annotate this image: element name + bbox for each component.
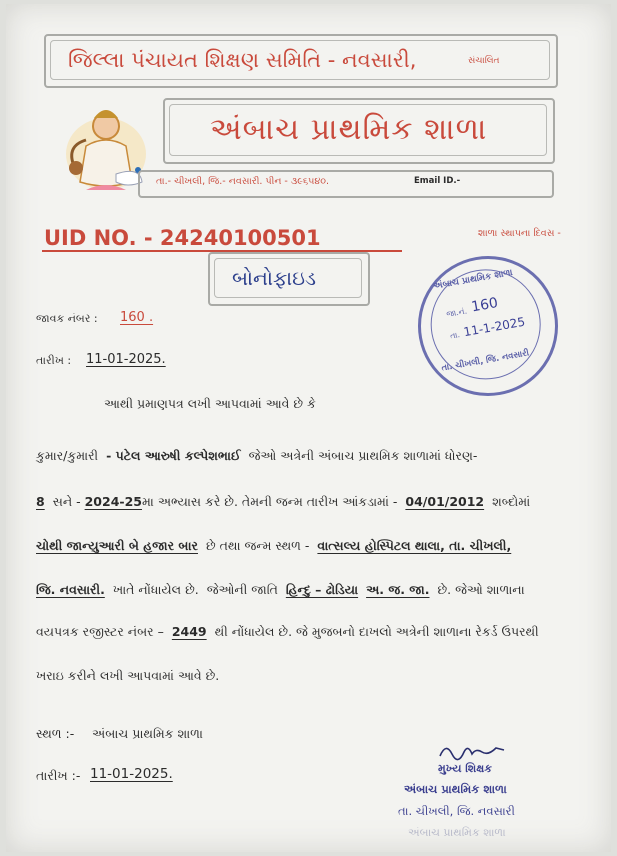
- standard-value: 8: [36, 494, 45, 509]
- outward-number-value: 160 .: [120, 310, 154, 325]
- place-label: સ્થળ :-: [36, 726, 75, 741]
- sign-school-name: અંબાચ પ્રાથમિક શાળા: [404, 782, 507, 796]
- uid-number: UID NO. - 24240100501: [44, 226, 321, 250]
- stamp-number-value: 160: [470, 295, 500, 316]
- body-line-5: [36, 624, 543, 640]
- outward-number-label: જાવક નંબર :: [36, 312, 98, 325]
- issue-date-label: તારીખ :: [36, 354, 72, 367]
- document-title: બોનોફાઇડ: [232, 266, 316, 290]
- stamp-bottom-text: તા. ચીખલી, જિ. નવસારી: [440, 348, 530, 374]
- email-label: Email ID.-: [414, 176, 461, 186]
- stamp-top-text: અંબાચ પ્રાથમિક શાળા: [432, 267, 514, 292]
- caste-value: હિન્દુ – ઢોડિયા: [285, 582, 359, 597]
- register-label: વયપત્રક રજીસ્ટર નંબર –: [36, 624, 164, 639]
- foundation-day-label: શાળા સ્થાપના દિવસ -: [478, 228, 561, 239]
- sign-watermark: અંબાચ પ્રાથમિક શાળા: [408, 826, 506, 839]
- student-name: - પટેલ આરુષી કલ્પેશભાઈ: [106, 448, 241, 463]
- district-value: જિ. નવસારી.: [36, 582, 105, 597]
- birthplace-label: છે તથા જન્મ સ્થળ -: [205, 538, 310, 553]
- committee-suffix: સંચાલિત: [468, 56, 500, 66]
- school-address: તા.- ચીખલી, જિ.- નવસારી. પીન - ૩૯૬૫૪૦.: [156, 176, 330, 187]
- study-text: મા અભ્યાસ કરે છે. તેમની જન્મ તારીખ આંકડામાં -: [141, 494, 398, 509]
- headmaster-title: મુખ્ય શિક્ષક: [438, 762, 493, 775]
- body-line-1: [36, 448, 481, 464]
- school-round-stamp: [407, 245, 569, 407]
- register-number: 2449: [171, 624, 207, 639]
- body-text-school: જેઓ અત્રેની અંબાચ પ્રાથમિક શાળામાં ધોરણ-: [248, 448, 478, 463]
- body-line-6: ખરાઇ કરીને લખી આપવામાં આવે છે.: [36, 668, 220, 683]
- body-text-school-2: છે. જેઓ શાળાના: [437, 582, 525, 597]
- academic-year: 2024-25: [84, 494, 142, 509]
- body-line-4: [36, 582, 529, 598]
- certificate-intro: આથી પ્રમાણપત્ર લખી આપવામાં આવે છે કે: [104, 396, 316, 411]
- stamp-date-label: તા.: [449, 330, 461, 341]
- birth-date-words: ચોથી જાન્યુઆરી બે હજાર બાર: [36, 538, 198, 553]
- school-name: અંબાચ પ્રાથમિક શાળા: [210, 112, 488, 147]
- stamp-date-value: 11-1-2025: [462, 314, 527, 340]
- issue-date-value: 11-01-2025.: [86, 352, 166, 367]
- place-value: અંબાચ પ્રાથમિક શાળા: [92, 726, 203, 741]
- certificate-page: [6, 4, 611, 852]
- birth-date-figures: 04/01/2012: [405, 494, 485, 509]
- student-label: કુમાર/કુમારી: [36, 448, 99, 463]
- body-line-3: [36, 538, 515, 554]
- category-value: અ. જ. જા.: [366, 582, 430, 597]
- in-words-label: શબ્દોમાં: [492, 494, 531, 509]
- committee-name: જિલ્લા પંચાયત શિક્ષણ સમિતિ - નવસારી,: [68, 48, 417, 72]
- year-label: સને -: [52, 494, 81, 509]
- caste-label: જેઓની જાતિ: [206, 582, 278, 597]
- stamp-number-label: જા.નં.: [445, 306, 468, 319]
- body-line-2: [36, 494, 534, 510]
- footer-date-label: તારીખ :-: [36, 768, 81, 783]
- record-text: થી નોંધાયેલ છે. જે મુજબનો દાખલો અત્રેની શાળાના રેકર્ડ ઉપરથી: [214, 624, 539, 639]
- registered-text: ખાતે નોંધાયેલ છે.: [112, 582, 199, 597]
- birthplace-value: વાત્સલ્ય હોસ્પિટલ થાલા, તા. ચીખલી,: [317, 538, 512, 553]
- footer-date-value: 11-01-2025.: [90, 766, 173, 782]
- sign-school-address: તા. ચીખલી, જિ. નવસારી: [398, 804, 515, 818]
